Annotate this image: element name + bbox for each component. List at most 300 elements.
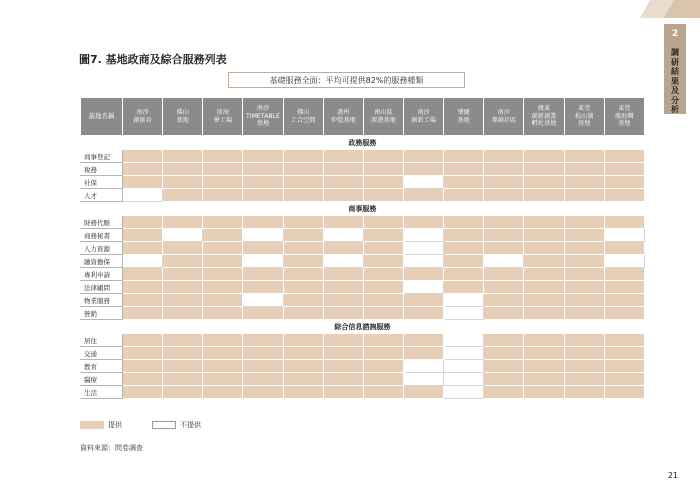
cell-provided (323, 189, 363, 202)
cell-provided (604, 216, 644, 229)
cell-provided (403, 189, 443, 202)
cell-not-provided (604, 229, 644, 242)
column-header (524, 98, 564, 136)
cell-provided (524, 268, 564, 281)
cell-provided (484, 347, 524, 360)
cell-provided (283, 176, 323, 189)
column-header-line: TIMETABLE (245, 112, 280, 120)
cell-provided (323, 294, 363, 307)
cell-provided (283, 294, 323, 307)
cell-provided (203, 229, 243, 242)
cell-provided (283, 373, 323, 386)
cell-provided (283, 150, 323, 163)
cell-provided (283, 255, 323, 268)
summary-text: 基礎服務全面：平均可提供82%的服務種類 (269, 75, 424, 85)
section-title: 綜合信息諮詢服務 (81, 320, 645, 334)
cell-not-provided (123, 189, 163, 202)
cell-provided (484, 150, 524, 163)
cell-provided (524, 360, 564, 373)
cell-not-provided (403, 281, 443, 294)
cell-provided (524, 189, 564, 202)
legend-not-provided-swatch (152, 421, 176, 429)
cell-provided (564, 268, 604, 281)
legend-provided-swatch (80, 421, 104, 429)
cell-provided (163, 307, 203, 320)
cell-provided (403, 334, 443, 347)
cell-provided (323, 150, 363, 163)
table-header-row (81, 98, 645, 136)
cell-provided (163, 347, 203, 360)
column-header-line: 基地 (176, 116, 189, 124)
column-header-line: 南沙 (136, 109, 149, 116)
cell-provided (283, 334, 323, 347)
cell-provided (243, 268, 283, 281)
figure-title: 圖7. 基地政商及綜合服務列表 (79, 53, 227, 66)
cell-provided (363, 360, 403, 373)
cell-provided (484, 189, 524, 202)
cell-provided (163, 150, 203, 163)
cell-provided (243, 176, 283, 189)
cell-provided (403, 150, 443, 163)
cell-provided (163, 281, 203, 294)
cell-provided (444, 268, 484, 281)
table-row (81, 294, 645, 307)
chapter-title-char: 析 (671, 105, 679, 114)
cell-provided (363, 163, 403, 176)
table-row (81, 150, 645, 163)
column-header-line: 東莞 (577, 105, 591, 113)
cell-not-provided (444, 307, 484, 320)
cell-provided (604, 373, 644, 386)
cell-provided (444, 255, 484, 268)
cell-provided (363, 281, 403, 294)
chapter-title-char: 果 (671, 76, 679, 86)
cell-provided (123, 163, 163, 176)
row-label: 商務秘書 (81, 229, 123, 242)
cell-provided (444, 216, 484, 229)
cell-provided (444, 176, 484, 189)
row-label: 社保 (81, 176, 123, 189)
column-header (403, 98, 443, 136)
cell-provided (524, 334, 564, 347)
column-header-line: 基地 (577, 120, 591, 128)
cell-provided (243, 373, 283, 386)
row-label: 專利申請 (81, 268, 123, 281)
cell-provided (564, 163, 604, 176)
cell-provided (524, 281, 564, 294)
cell-provided (444, 189, 484, 202)
section-title: 商事服務 (81, 202, 645, 216)
cell-provided (163, 360, 203, 373)
cell-provided (604, 386, 644, 399)
row-label: 人才 (81, 189, 123, 202)
cell-provided (363, 229, 403, 242)
column-header (444, 98, 484, 136)
cell-provided (484, 163, 524, 176)
cell-provided (524, 163, 564, 176)
column-header-line: 濱海灣 (614, 112, 634, 120)
cell-provided (123, 216, 163, 229)
cell-provided (203, 294, 243, 307)
cell-provided (243, 216, 283, 229)
cell-not-provided (403, 176, 443, 189)
cell-provided (283, 229, 323, 242)
service-table (80, 97, 645, 399)
cell-provided (323, 373, 363, 386)
cell-provided (203, 307, 243, 320)
cell-provided (203, 163, 243, 176)
cell-provided (283, 268, 323, 281)
row-label: 融資擔保 (81, 255, 123, 268)
column-header-line: 廣東 (537, 105, 551, 113)
row-label: 法律顧問 (81, 281, 123, 294)
cell-provided (323, 176, 363, 189)
table-row (81, 176, 645, 189)
cell-provided (283, 216, 323, 229)
cell-provided (604, 268, 644, 281)
cell-provided (403, 163, 443, 176)
column-header-line: 夢工場 (213, 116, 233, 124)
section-row (81, 320, 645, 334)
cell-provided (123, 307, 163, 320)
row-label: 交通 (81, 347, 123, 360)
table-row (81, 242, 645, 255)
cell-provided (604, 281, 644, 294)
column-header-line: 前海 (216, 109, 230, 116)
cell-provided (323, 386, 363, 399)
column-header-line: 基地 (256, 120, 270, 128)
cell-provided (123, 373, 163, 386)
cell-provided (323, 360, 363, 373)
cell-not-provided (243, 229, 283, 242)
cell-provided (243, 347, 283, 360)
column-header-line: 仲愷基地 (330, 116, 356, 124)
cell-not-provided (243, 294, 283, 307)
legend-not-provided-label: 不提供 (180, 421, 201, 429)
cell-provided (524, 307, 564, 320)
cell-provided (363, 242, 403, 255)
cell-provided (604, 360, 644, 373)
cell-provided (564, 176, 604, 189)
cell-provided (524, 347, 564, 360)
cell-provided (163, 216, 203, 229)
summary-box (228, 72, 465, 88)
table-row (81, 255, 645, 268)
column-header-line: 創匯谷 (133, 116, 152, 124)
corner-decoration (630, 0, 700, 18)
column-header-line: 創新工場 (411, 116, 436, 124)
table-row (81, 347, 645, 360)
cell-provided (243, 386, 283, 399)
cell-provided (403, 386, 443, 399)
row-label: 稅務 (81, 163, 123, 176)
cell-provided (123, 386, 163, 399)
cell-provided (403, 268, 443, 281)
cell-not-provided (323, 255, 363, 268)
column-header (123, 98, 163, 136)
cell-provided (283, 242, 323, 255)
section-row (81, 136, 645, 150)
cell-not-provided (323, 229, 363, 242)
cell-provided (604, 294, 644, 307)
cell-provided (123, 242, 163, 255)
column-header-line: 東莞 (618, 105, 631, 113)
row-label: 商事登記 (81, 150, 123, 163)
row-label: 財務代賬 (81, 216, 123, 229)
cell-not-provided (163, 229, 203, 242)
cell-provided (524, 255, 564, 268)
column-header (363, 98, 403, 136)
cell-provided (604, 163, 644, 176)
column-header (243, 98, 283, 136)
cell-provided (283, 386, 323, 399)
cell-provided (203, 150, 243, 163)
cell-provided (604, 189, 644, 202)
cell-not-provided (444, 373, 484, 386)
cell-provided (243, 307, 283, 320)
cell-provided (163, 386, 203, 399)
cell-provided (564, 150, 604, 163)
row-label: 營銷 (81, 307, 123, 320)
cell-provided (524, 242, 564, 255)
cell-provided (524, 373, 564, 386)
cell-provided (484, 216, 524, 229)
cell-provided (203, 255, 243, 268)
cell-provided (283, 163, 323, 176)
cell-provided (123, 150, 163, 163)
chapter-number: 2 (671, 29, 679, 39)
table-row (81, 216, 645, 229)
cell-not-provided (403, 255, 443, 268)
cell-provided (243, 242, 283, 255)
cell-provided (604, 334, 644, 347)
chapter-title (664, 48, 686, 115)
chapter-title-char: 結 (671, 67, 679, 76)
cell-provided (123, 268, 163, 281)
cell-not-provided (444, 347, 484, 360)
cell-provided (203, 242, 243, 255)
cell-provided (163, 334, 203, 347)
cell-provided (163, 189, 203, 202)
cell-not-provided (484, 255, 524, 268)
cell-provided (564, 281, 604, 294)
cell-not-provided (123, 255, 163, 268)
cell-provided (163, 163, 203, 176)
cell-provided (363, 176, 403, 189)
table-row (81, 229, 645, 242)
legend-provided-label: 提供 (108, 421, 122, 429)
cell-provided (363, 216, 403, 229)
column-header-line: 深港基地 (371, 116, 396, 124)
cell-provided (403, 216, 443, 229)
cell-provided (484, 176, 524, 189)
cell-provided (484, 281, 524, 294)
cell-provided (323, 307, 363, 320)
cell-provided (203, 268, 243, 281)
cell-provided (604, 242, 644, 255)
cell-provided (484, 307, 524, 320)
column-header (323, 98, 363, 136)
chapter-title-char: 分 (671, 95, 679, 105)
cell-provided (123, 360, 163, 373)
cell-provided (283, 307, 323, 320)
column-header-line: 專創社區 (491, 116, 517, 124)
cell-provided (203, 176, 243, 189)
cell-provided (203, 216, 243, 229)
cell-provided (123, 294, 163, 307)
cell-provided (363, 347, 403, 360)
cell-not-provided (444, 386, 484, 399)
cell-provided (203, 386, 243, 399)
cell-provided (283, 189, 323, 202)
cell-provided (163, 373, 203, 386)
cell-not-provided (243, 255, 283, 268)
cell-provided (564, 386, 604, 399)
column-header (203, 98, 243, 136)
cell-provided (444, 281, 484, 294)
row-label: 教育 (81, 360, 123, 373)
column-header (564, 98, 604, 136)
cell-provided (123, 281, 163, 294)
cell-not-provided (604, 255, 644, 268)
cell-provided (163, 176, 203, 189)
legend (80, 420, 201, 430)
table-row (81, 268, 645, 281)
cell-not-provided (444, 360, 484, 373)
cell-provided (203, 281, 243, 294)
row-label: 生活 (81, 386, 123, 399)
source-note: 資料來源：問卷調查 (80, 444, 143, 452)
cell-provided (243, 281, 283, 294)
table-row (81, 163, 645, 176)
column-header-line: 孵化基地 (531, 120, 557, 128)
cell-provided (564, 373, 604, 386)
cell-provided (323, 268, 363, 281)
cell-provided (123, 347, 163, 360)
chapter-title-char: 研 (671, 57, 679, 67)
cell-provided (363, 307, 403, 320)
section-row (81, 202, 645, 216)
cell-provided (363, 255, 403, 268)
cell-provided (524, 150, 564, 163)
cell-provided (283, 281, 323, 294)
cell-provided (484, 294, 524, 307)
cell-provided (484, 386, 524, 399)
column-header-line: 基地 (457, 116, 470, 124)
cell-provided (444, 163, 484, 176)
cell-provided (323, 347, 363, 360)
column-header-line: 惠州 (337, 109, 350, 116)
cell-provided (484, 229, 524, 242)
cell-provided (484, 242, 524, 255)
row-label: 居住 (81, 334, 123, 347)
cell-not-provided (403, 360, 443, 373)
cell-provided (444, 150, 484, 163)
column-header (163, 98, 203, 136)
cell-provided (363, 268, 403, 281)
cell-provided (203, 189, 243, 202)
row-label: 醫療 (81, 373, 123, 386)
cell-provided (323, 334, 363, 347)
column-header-line: 南沙 (256, 105, 270, 113)
cell-provided (243, 360, 283, 373)
cell-provided (564, 307, 604, 320)
column-header-line: 南沙 (497, 109, 511, 116)
cell-provided (323, 242, 363, 255)
table-row (81, 373, 645, 386)
cell-provided (203, 347, 243, 360)
section-title: 政務服務 (81, 136, 645, 150)
cell-provided (524, 294, 564, 307)
cell-provided (243, 189, 283, 202)
cell-provided (403, 294, 443, 307)
cell-provided (363, 150, 403, 163)
cell-provided (564, 294, 604, 307)
column-header-line: 工合空間 (290, 116, 316, 124)
cell-not-provided (444, 334, 484, 347)
cell-provided (484, 268, 524, 281)
cell-provided (564, 360, 604, 373)
cell-not-provided (403, 373, 443, 386)
cell-provided (243, 163, 283, 176)
cell-provided (604, 307, 644, 320)
cell-provided (323, 281, 363, 294)
cell-provided (123, 334, 163, 347)
column-header-line: 松山湖 (574, 112, 594, 120)
column-header-line: 基地 (618, 120, 631, 128)
column-header-line: 肇慶 (457, 109, 470, 116)
column-header-line: 南沙 (417, 109, 430, 116)
cell-provided (323, 216, 363, 229)
cell-provided (363, 386, 403, 399)
column-header (283, 98, 323, 136)
column-header (484, 98, 524, 136)
cell-provided (163, 255, 203, 268)
column-header-line: 創新創業 (531, 112, 557, 120)
cell-provided (524, 386, 564, 399)
cell-provided (564, 229, 604, 242)
cell-provided (163, 268, 203, 281)
column-header-line: 南山區 (374, 109, 393, 116)
cell-provided (123, 176, 163, 189)
cell-provided (243, 334, 283, 347)
chapter-title-char: 及 (671, 86, 679, 95)
cell-provided (564, 242, 604, 255)
cell-provided (604, 347, 644, 360)
cell-provided (564, 347, 604, 360)
cell-provided (283, 347, 323, 360)
cell-provided (123, 229, 163, 242)
cell-provided (203, 360, 243, 373)
table-row (81, 360, 645, 373)
cell-provided (484, 373, 524, 386)
chapter-title-char: 調 (671, 48, 679, 57)
column-header-line: 佛山 (296, 109, 310, 116)
cell-not-provided (403, 229, 443, 242)
cell-provided (524, 176, 564, 189)
header-base-name: 基地名稱 (81, 98, 123, 136)
cell-not-provided (444, 294, 484, 307)
cell-provided (283, 360, 323, 373)
cell-provided (363, 294, 403, 307)
page-number: 21 (667, 471, 678, 480)
cell-provided (363, 373, 403, 386)
cell-provided (163, 294, 203, 307)
cell-provided (604, 176, 644, 189)
cell-provided (203, 334, 243, 347)
cell-provided (243, 150, 283, 163)
cell-provided (564, 255, 604, 268)
